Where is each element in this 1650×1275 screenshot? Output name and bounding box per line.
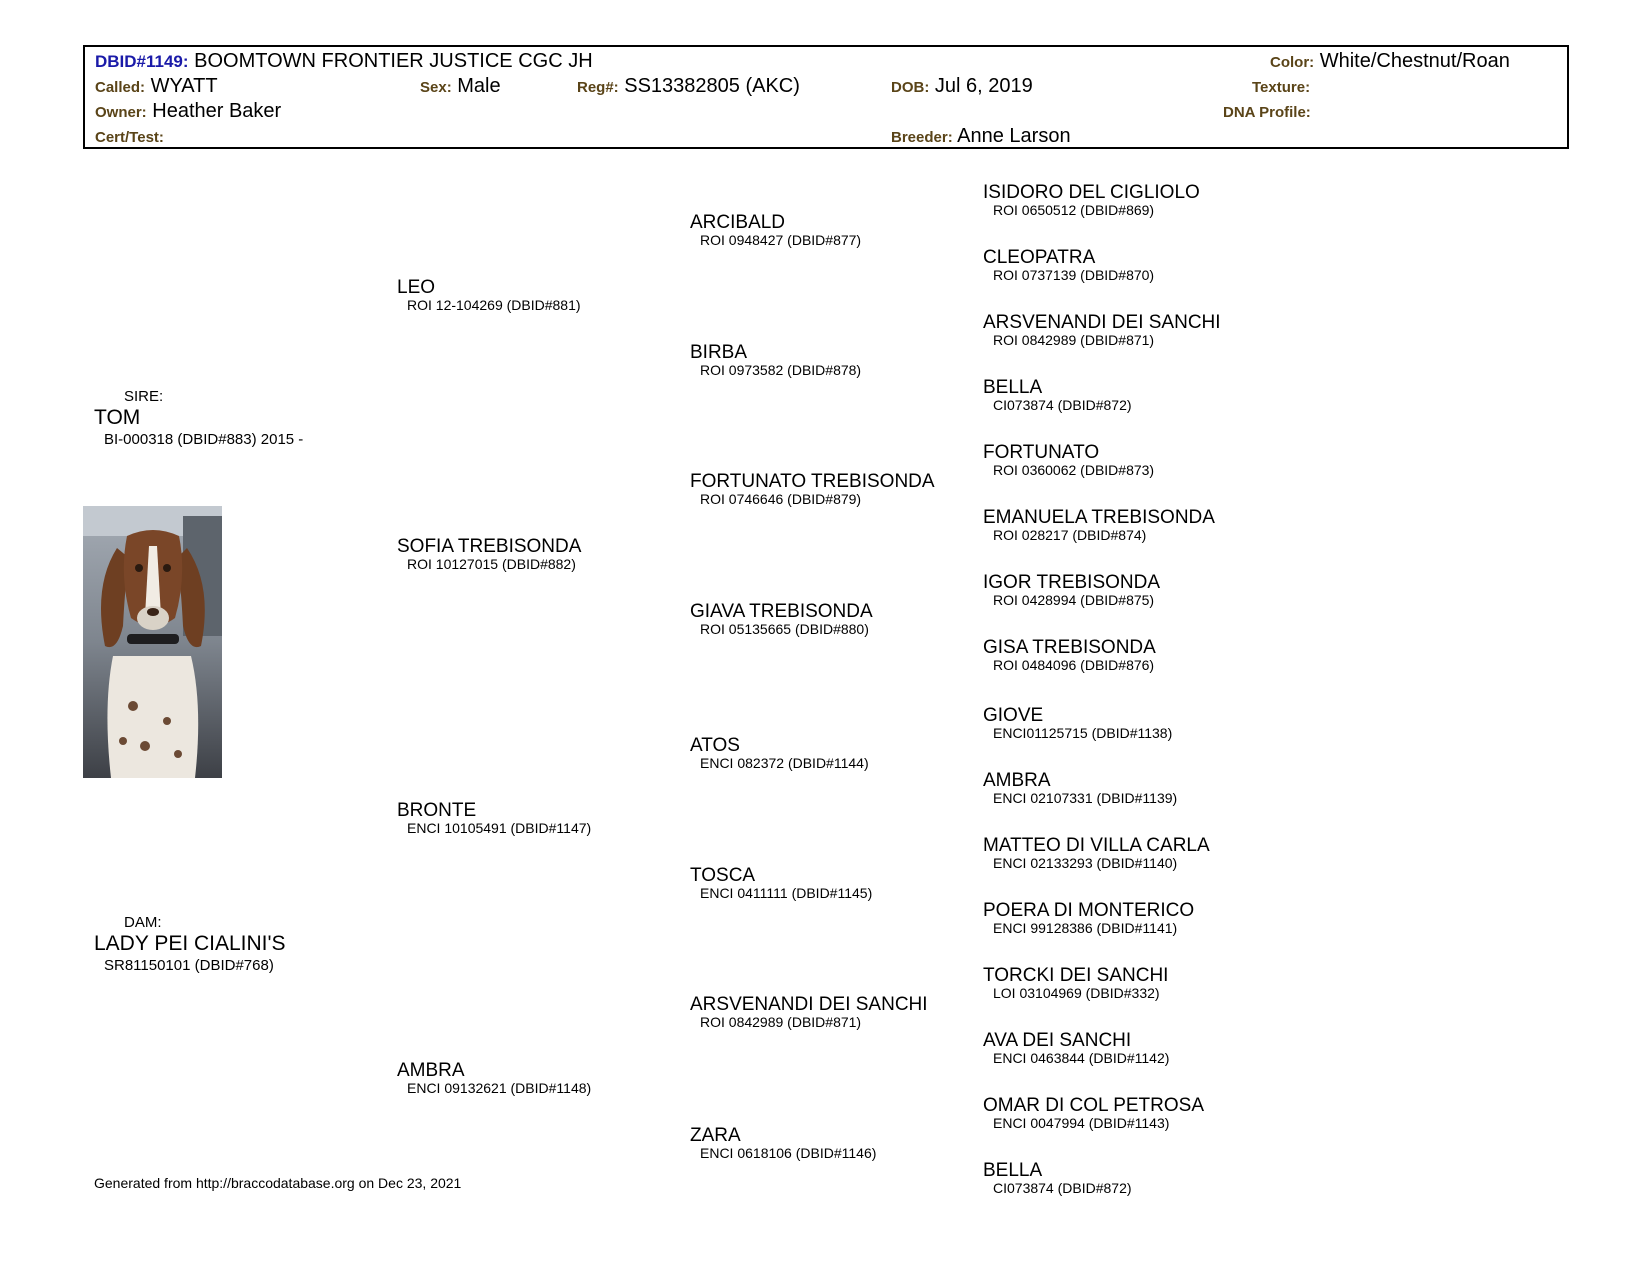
ancestor-reg: ROI 0842989 (DBID#871) xyxy=(993,332,1155,348)
color-value: White/Chestnut/Roan xyxy=(1319,50,1510,72)
reg-label: Reg#: xyxy=(577,79,619,96)
ancestor-reg: CI073874 (DBID#872) xyxy=(993,397,1132,413)
ancestor-name: ISIDORO DEL CIGLIOLO xyxy=(983,182,1200,203)
dam-tag: DAM: xyxy=(124,914,162,931)
breeder-value: Anne Larson xyxy=(957,125,1071,147)
ancestor-name: AVA DEI SANCHI xyxy=(983,1030,1132,1051)
ancestor-reg: ENCI 0463844 (DBID#1142) xyxy=(993,1050,1170,1066)
gen3-ancestor xyxy=(690,866,872,901)
ancestor-reg: ENCI 082372 (DBID#1144) xyxy=(700,755,869,771)
ancestor-reg: ROI 0428994 (DBID#875) xyxy=(993,592,1155,608)
gen4-ancestor xyxy=(983,508,1215,543)
gen4-ancestor xyxy=(983,1096,1204,1131)
owner-label: Owner: xyxy=(95,104,147,121)
gen2-ancestor xyxy=(397,801,591,836)
dob-field xyxy=(891,74,1033,100)
ancestor-name: BIRBA xyxy=(690,342,748,363)
gen4-ancestor xyxy=(983,706,1172,741)
ancestor-name: GIAVA TREBISONDA xyxy=(690,601,873,622)
ancestor-reg: CI073874 (DBID#872) xyxy=(993,1180,1132,1196)
gen4-ancestor xyxy=(983,836,1210,871)
ancestor-name: ATOS xyxy=(690,735,740,756)
ancestor-reg: ROI 0948427 (DBID#877) xyxy=(700,232,862,248)
gen4-ancestor xyxy=(983,443,1154,478)
dna-field xyxy=(1223,99,1311,125)
gen4-ancestor xyxy=(983,901,1194,936)
gen4-ancestor xyxy=(983,183,1200,218)
gen4-ancestor xyxy=(983,248,1154,283)
owner-value: Heather Baker xyxy=(152,100,282,122)
ancestor-reg: ENCI 09132621 (DBID#1148) xyxy=(407,1080,592,1096)
ancestor-reg: ENCI01125715 (DBID#1138) xyxy=(993,725,1173,741)
gen4-ancestor xyxy=(983,573,1160,608)
dam-name: LADY PEI CIALINI'S xyxy=(94,932,286,955)
ancestor-name: EMANUELA TREBISONDA xyxy=(983,507,1215,528)
dog-name: BOOMTOWN FRONTIER JUSTICE CGC JH xyxy=(194,50,593,72)
ancestor-reg: LOI 03104969 (DBID#332) xyxy=(993,985,1160,1001)
gen3-ancestor xyxy=(690,736,869,771)
dam-entry xyxy=(94,914,286,975)
owner-field xyxy=(95,99,281,125)
texture-label: Texture: xyxy=(1252,79,1311,96)
gen2-ancestor xyxy=(397,537,581,572)
gen3-ancestor xyxy=(690,343,861,378)
breeder-label: Breeder: xyxy=(891,129,953,146)
ancestor-name: BELLA xyxy=(983,1160,1043,1181)
ancestor-name: CLEOPATRA xyxy=(983,247,1096,268)
gen2-ancestor xyxy=(397,1061,591,1096)
ancestor-reg: ROI 0737139 (DBID#870) xyxy=(993,267,1155,283)
ancestor-name: TORCKI DEI SANCHI xyxy=(983,965,1169,986)
gen3-ancestor xyxy=(690,213,861,248)
gen2-ancestor xyxy=(397,278,581,313)
cert-label: Cert/Test: xyxy=(95,129,164,146)
reg-field xyxy=(577,74,800,100)
dam-reg: SR81150101 (DBID#768) xyxy=(104,957,274,974)
ancestor-name: AMBRA xyxy=(983,770,1051,791)
breeder-field xyxy=(891,124,1071,150)
gen3-ancestor xyxy=(690,1126,876,1161)
generated-footer: Generated from http://braccodatabase.org on Dec 23, 2021 xyxy=(94,1175,462,1191)
dna-label: DNA Profile: xyxy=(1223,104,1311,121)
ancestor-name: MATTEO DI VILLA CARLA xyxy=(983,835,1210,856)
ancestor-reg: ENCI 0618106 (DBID#1146) xyxy=(700,1145,877,1161)
ancestor-name: GIOVE xyxy=(983,705,1044,726)
reg-value: SS13382805 (AKC) xyxy=(624,75,800,97)
ancestor-name: ARCIBALD xyxy=(690,212,786,233)
gen3-ancestor xyxy=(690,602,873,637)
ancestor-reg: ROI 0484096 (DBID#876) xyxy=(993,657,1155,673)
called-field xyxy=(95,74,218,100)
ancestor-reg: ROI 0360062 (DBID#873) xyxy=(993,462,1155,478)
gen3-ancestor xyxy=(690,472,935,507)
ancestor-name: GISA TREBISONDA xyxy=(983,637,1156,658)
ancestor-name: AMBRA xyxy=(397,1060,465,1081)
ancestor-name: TOSCA xyxy=(690,865,756,886)
ancestor-name: IGOR TREBISONDA xyxy=(983,572,1161,593)
gen4-ancestor xyxy=(983,771,1177,806)
sire-entry xyxy=(94,388,303,449)
cert-field xyxy=(95,124,164,150)
texture-field xyxy=(1252,74,1310,100)
gen4-ancestor xyxy=(983,966,1168,1001)
ancestor-reg: ENCI 0411111 (DBID#1145) xyxy=(700,885,873,901)
ancestor-reg: ENCI 02107331 (DBID#1139) xyxy=(993,790,1178,806)
gen4-ancestor xyxy=(983,378,1132,413)
dbid-label: DBID#1149: xyxy=(95,52,189,71)
ancestor-name: FORTUNATO TREBISONDA xyxy=(690,471,935,492)
ancestor-name: POERA DI MONTERICO xyxy=(983,900,1195,921)
ancestor-name: ARSVENANDI DEI SANCHI xyxy=(983,312,1221,333)
color-field xyxy=(1270,49,1510,75)
sex-label: Sex: xyxy=(420,79,452,96)
sex-value: Male xyxy=(457,75,501,97)
gen4-ancestor xyxy=(983,638,1156,673)
ancestor-reg: ENCI 10105491 (DBID#1147) xyxy=(407,820,592,836)
called-value: WYATT xyxy=(150,75,218,97)
dob-value: Jul 6, 2019 xyxy=(934,75,1033,97)
gen3-ancestor xyxy=(690,995,928,1030)
ancestor-reg: ROI 028217 (DBID#874) xyxy=(993,527,1147,543)
ancestor-reg: ROI 12-104269 (DBID#881) xyxy=(407,297,581,313)
ancestor-name: FORTUNATO xyxy=(983,442,1100,463)
gen4-ancestor xyxy=(983,1031,1169,1066)
sire-tag: SIRE: xyxy=(124,388,164,405)
ancestor-reg: ROI 0650512 (DBID#869) xyxy=(993,202,1155,218)
gen4-ancestor xyxy=(983,1161,1132,1196)
called-label: Called: xyxy=(95,79,146,96)
gen4-ancestor xyxy=(983,313,1221,348)
ancestor-reg: ENCI 0047994 (DBID#1143) xyxy=(993,1115,1170,1131)
color-label: Color: xyxy=(1270,54,1315,71)
ancestor-name: LEO xyxy=(397,277,436,298)
ancestor-name: SOFIA TREBISONDA xyxy=(397,536,582,557)
sire-name: TOM xyxy=(94,406,141,429)
dob-label: DOB: xyxy=(891,79,930,96)
dog-photo xyxy=(83,506,222,778)
ancestor-reg: ROI 0746646 (DBID#879) xyxy=(700,491,862,507)
ancestor-reg: ROI 0842989 (DBID#871) xyxy=(700,1014,862,1030)
ancestor-reg: ROI 05135665 (DBID#880) xyxy=(700,621,869,637)
ancestor-reg: ROI 0973582 (DBID#878) xyxy=(700,362,862,378)
ancestor-name: ZARA xyxy=(690,1125,741,1146)
title-line xyxy=(95,49,593,74)
sex-field xyxy=(420,74,501,100)
ancestor-name: OMAR DI COL PETROSA xyxy=(983,1095,1204,1116)
sire-reg: BI-000318 (DBID#883) 2015 - xyxy=(104,431,304,448)
ancestor-reg: ENCI 02133293 (DBID#1140) xyxy=(993,855,1178,871)
ancestor-name: ARSVENANDI DEI SANCHI xyxy=(690,994,928,1015)
ancestor-reg: ENCI 99128386 (DBID#1141) xyxy=(993,920,1178,936)
ancestor-name: BRONTE xyxy=(397,800,477,821)
dog-info-box xyxy=(83,45,1569,149)
ancestor-name: BELLA xyxy=(983,377,1043,398)
ancestor-reg: ROI 10127015 (DBID#882) xyxy=(407,556,576,572)
